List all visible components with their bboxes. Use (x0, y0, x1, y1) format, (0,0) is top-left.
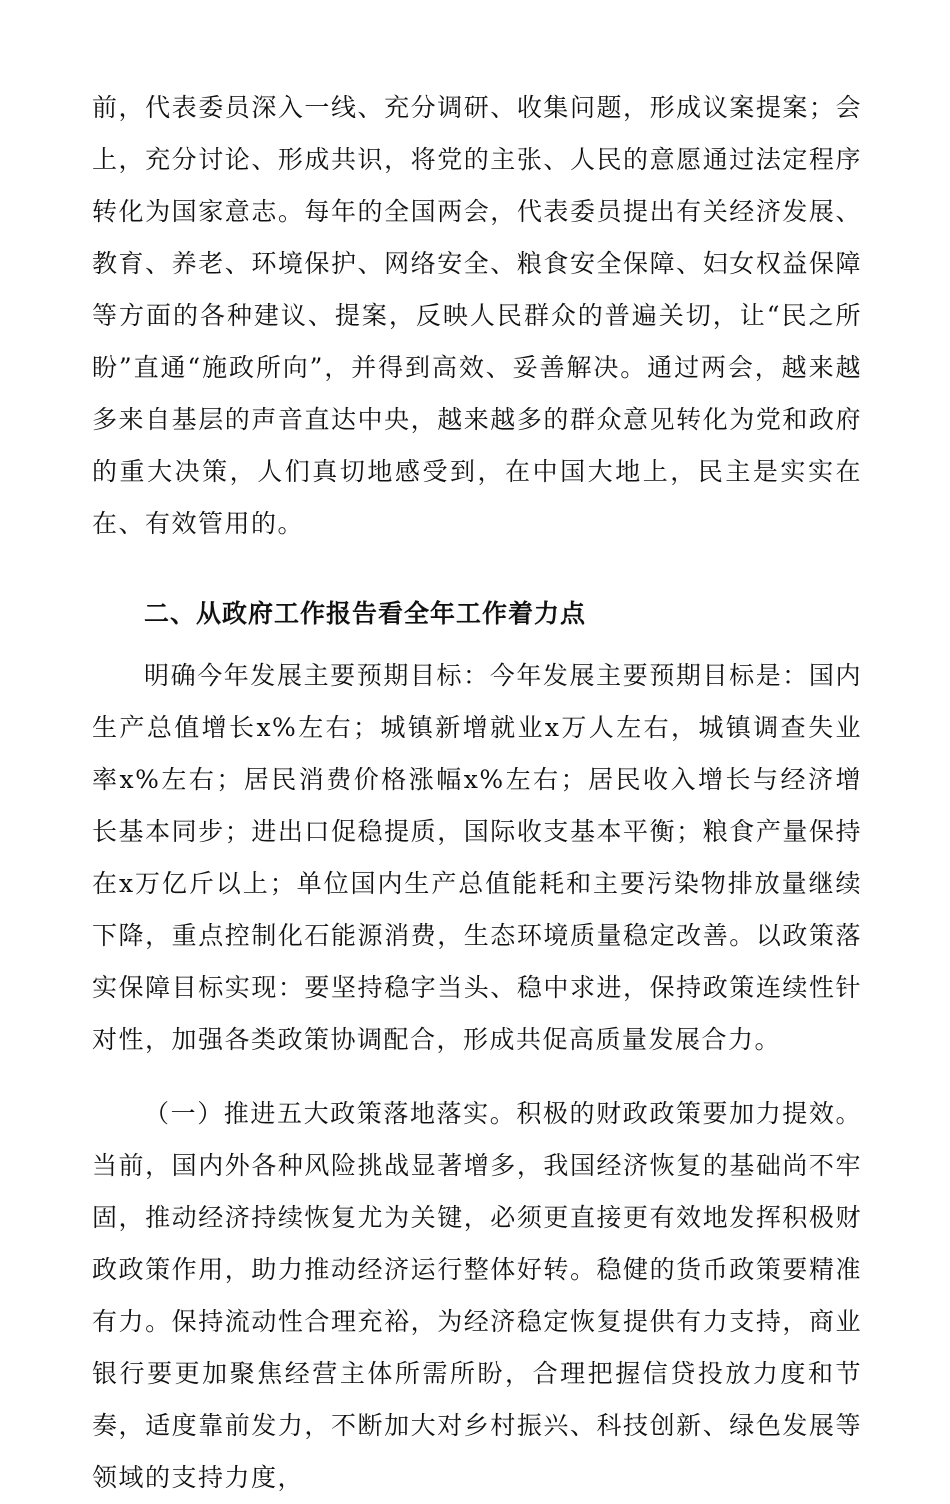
paragraph-spacer (92, 1066, 862, 1088)
paragraph-spacer (92, 550, 862, 572)
paragraph-policies: （一）推进五大政策落地落实。积极的财政政策要加力提效。当前，国内外各种风险挑战显著增多，我国经济恢复的基础尚不牢固，推动经济持续恢复尤为关键，必须更直接更有效地发挥积极财政政策作用，助力推动经济运行整体好转。稳健的货币政策要精准有力。保持流动性合理充裕，为经济稳定恢复提供有力支持，商业银行要更加聚焦经营主体所需所盼，合理把握信贷投放力度和节奏，适度靠前发力，不断加大对乡村振兴、科技创新、绿色发展等领域的支持力度， (92, 1099, 862, 1492)
section-heading: 二、从政府工作报告看全年工作着力点 (144, 599, 587, 628)
paragraph-democracy: 前，代表委员深入一线、充分调研、收集问题，形成议案提案；会上，充分讨论、形成共识，将党的主张、人民的意愿通过法定程序转化为国家意志。每年的全国两会，代表委员提出有关经济发展、教育、养老、环境保护、网络安全、粮食安全保障、妇女权益保障等方面的各种建议、提案，反映人民群众的普遍关切，让“民之所盼”直通“施政所向”，并得到高效、妥善解决。通过两会，越来越多来自基层的声音直达中央，越来越多的群众意见转化为党和政府的重大决策，人们真切地感受到，在中国大地上，民主是实实在在、有效管用的。 (92, 93, 862, 538)
paragraph-targets: 明确今年发展主要预期目标：今年发展主要预期目标是：国内生产总值增长x%左右；城镇新增就业x万人左右，城镇调查失业率x%左右；居民消费价格涨幅x%左右；居民收入增长与经济增长基本同步；进出口促稳提质，国际收支基本平衡；粮食产量保持在x万亿斤以上；单位国内生产总值能耗和主要污染物排放量继续下降，重点控制化石能源消费，生态环境质量稳定改善。以政策落实保障目标实现：要坚持稳字当头、稳中求进，保持政策连续性针对性，加强各类政策协调配合，形成共促高质量发展合力。 (92, 661, 862, 1054)
document-body (92, 82, 862, 1504)
